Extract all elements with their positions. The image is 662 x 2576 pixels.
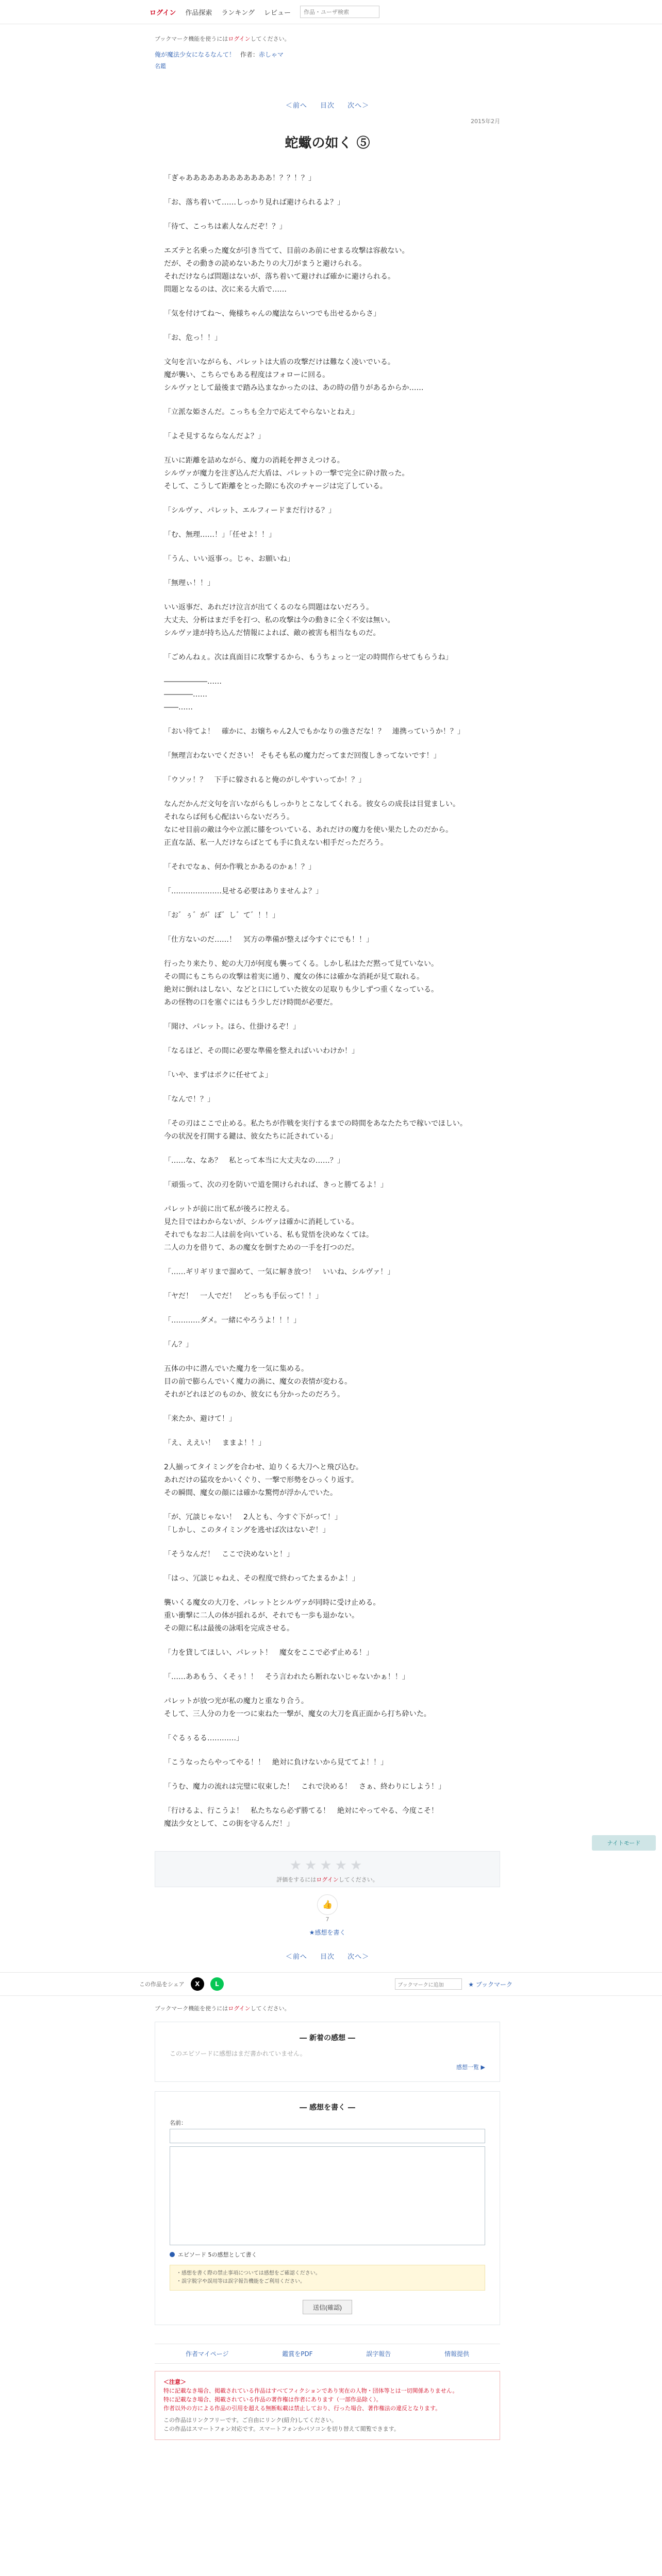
next-link-bottom[interactable]: 次へ＞ — [347, 1953, 370, 1961]
footer-links — [155, 2344, 500, 2364]
radio-icon[interactable] — [170, 2252, 175, 2257]
index-link-bottom[interactable]: 目次 — [320, 1953, 335, 1961]
paragraph: 「無理ぃ！！」 — [164, 579, 214, 587]
paragraph: 五体の中に潜んでいた魔力を一気に集める。 目の前で膨らんでいく魔力の渦に、魔女の表情が変わる。 それがどれほどのものか、彼女にも分かったのだろう。 — [164, 1365, 352, 1399]
episode-title: 蛇蠍の如く ⑤ — [285, 135, 370, 151]
write-impression-title: ― 感想を書く ― — [300, 2104, 355, 2112]
line-share-icon[interactable]: L — [210, 1977, 224, 1991]
paragraph: 「無理言わないでください！ そもそも私の魔力だってまだ回復しきってないです！」 — [164, 752, 441, 760]
paragraph: 「力を貸してほしい、パレット！ 魔女をここで必ず止める！」 — [164, 1649, 373, 1657]
paragraph: 「……ギリギリまで溜めて、一気に解き放つ！ いいね、シルヴァ！」 — [164, 1268, 395, 1276]
paragraph: 「行けるよ、行こうよ！ 私たちなら必ず勝てる！ 絶対にやってやる、今度こそ！ 魔法少女として、この街を守るんだ！」 — [164, 1807, 438, 1828]
bookmark-notice-text: ブックマーク機能を使うには — [155, 2005, 228, 2012]
episode-checkbox[interactable] — [170, 2250, 485, 2259]
episode-checkbox-label: エピソード 5の感想として書く — [178, 2251, 257, 2258]
pdf-link[interactable]: 鑑賞をPDF — [282, 2350, 313, 2358]
paragraph: なんだかんだ文句を言いながらもしっかりとこなしてくれる。彼女らの成長は目覚ましい。 それならば何も心配はいらないだろう。 なにせ目前の敵は今や立派に膝をついている、あれだけの魔力を使い果たしたのだから。 正直な話、私一人だけならばとても手に負えない相手だっただろう。 — [164, 800, 460, 847]
paragraph: 「お゛ぅ゛が゛ぼ゛し゛て゛！！」 — [164, 911, 279, 920]
paragraph: 「そうなんだ！ ここで決めないと！」 — [164, 1550, 294, 1558]
paragraph: ――――――…… ――――…… ――…… — [164, 677, 222, 711]
bottom-content — [155, 2004, 500, 2325]
rating-note-suffix: してください。 — [338, 1876, 378, 1883]
paragraph: 「……な、なあ？ 私とって本当に大丈夫なの……？」 — [164, 1157, 344, 1165]
info-link[interactable]: 情報提供 — [444, 2350, 469, 2358]
latest-impressions — [155, 2022, 500, 2082]
paragraph: 「ん？」 — [164, 1341, 193, 1349]
paragraph: 「いや、まずはボクに任せてよ」 — [164, 1071, 272, 1079]
prev-link-bottom[interactable]: ＜前へ — [285, 1953, 307, 1961]
episode-date: 2015年2月 — [471, 118, 500, 125]
paragraph: 文句を言いながらも、パレットは大盾の攻撃だけは難なく凌いでいる。 魔が襲い、こちらでもある程度はフォローに回る。 シルヴァとして最後まで踏み込まなかったのは、あの時の借りがあるからか…… — [164, 358, 424, 392]
search-input[interactable]: 作品・ユーザ検索 — [300, 6, 379, 18]
bookmark-notice-link[interactable]: ログイン — [228, 2005, 251, 2012]
paragraph: 「こうなったらやってやる！！ 絶対に負けないから見ててよ！！」 — [164, 1758, 388, 1767]
bookmark-login-notice — [155, 2004, 500, 2012]
paragraph: 「シルヴァ、パレット、エルフィードまだ行ける？」 — [164, 506, 336, 515]
story-tags[interactable]: 名鑑 — [155, 63, 166, 70]
paragraph: 行ったり来たり、蛇の大刀が何度も襲ってくる。しかし私はただ黙って見ていない。 その間にもこちらの攻撃は着実に通り、魔女の体には確かな消耗が見て取れる。 絶対に倒れはしない、などと口にしていた彼女の足取りも少しずつ重くなっている。 あの怪物の口を塞ぐにはもう少しだけ時間が必要だ。 — [164, 960, 438, 1007]
login-notice-link[interactable]: ログイン — [228, 36, 251, 42]
paragraph: 「頑張って、次の刃を防いで道を開けられれば、きっと勝てるよ！」 — [164, 1181, 388, 1189]
paragraph: 「聞け、パレット。ほら、仕掛けるぞ！」 — [164, 1023, 301, 1031]
paragraph: エズテと名乗った魔女が引き当てて、目前のあ前にせまる攻撃は容赦ない。 だが、その動きの読めないあたりの大刀がまうと避けられる。 それだけならば問題はないが、落ち着いて避ければ確かに避けられる。 問題となるのは、次に来る大盾で…… — [164, 247, 409, 294]
paragraph: 「なんで！？」 — [164, 1095, 214, 1104]
paragraph: 「お、危っ！！」 — [164, 334, 222, 342]
episode-body — [164, 172, 491, 1831]
paragraph: 「ぐるぅるる…………」 — [164, 1734, 243, 1742]
paragraph: 「お、落ち着いて……しっかり見れば避けられるよ？」 — [164, 198, 344, 207]
night-mode-tab[interactable]: ナイトモード — [592, 1835, 656, 1851]
index-link[interactable]: 目次 — [320, 102, 335, 110]
paragraph: 「来たか、避けて！」 — [164, 1415, 236, 1423]
paragraph: いい返事だ、あれだけ泣言が出てくるのなら問題はないだろう。 大丈夫、分析はまだ手を打つ、私の攻撃は今の動きに全く不安は無い。 シルヴァ達が持ち込んだ情報によれば、敵の被害も相当なものだ。 — [164, 603, 395, 637]
paragraph: 「ウソッ！？ 下手に躱されると俺のがしやすいってか！？」 — [164, 776, 366, 784]
login-notice-suffix: してください。 — [250, 36, 290, 42]
paragraph: 「……ああもう、くそぅ！！ そう言われたら断れないじゃないかぁ！！」 — [164, 1673, 409, 1681]
impression-textarea[interactable] — [170, 2146, 485, 2245]
review-link[interactable]: レビュー — [264, 9, 291, 17]
footer-area — [155, 2344, 500, 2440]
write-impression-form — [155, 2091, 500, 2325]
paragraph: 「はっ、冗談じゃねえ、その程度で終わってたまるかよ！」 — [164, 1574, 359, 1583]
login-notice-text: ブックマーク機能を使うには — [155, 36, 228, 42]
paragraph: パレットが放つ光が私の魔力と重なり合う。 そして、三人分の力を一つに束ねた一撃が、魔女の大刀を真正面から打ち砕いた。 — [164, 1697, 431, 1718]
paragraph: 襲いくる魔女の大刀を、パレットとシルヴァが同時に受け止める。 重い衝撃に二人の体が揺れるが、それでも一歩も退かない。 その隙に私は最後の詠唱を完成させる。 — [164, 1599, 380, 1633]
author-label: 作者： — [240, 51, 259, 58]
latest-impressions-title: ― 新着の感想 ― — [300, 2034, 355, 2042]
paragraph: 「よそ見するならなんだよ？」 — [164, 432, 265, 440]
rating-login-link[interactable]: ログイン — [316, 1876, 339, 1883]
disclaimer-line: 作者以外の方による作品の引用を超える無断転載は禁止しており、行った場合、著作権法の違反となります。 — [163, 2405, 441, 2412]
paragraph: 「気を付けてね～、俺様ちゃんの魔法ならいつでも出せるからさ」 — [164, 310, 380, 318]
top-navigation — [0, 0, 662, 24]
works-search-link[interactable]: 作品探索 — [185, 9, 212, 17]
rating-stars[interactable]: ★★★★★ — [289, 1858, 366, 1873]
rating-note — [155, 1875, 500, 1884]
rating-note-text: 評価をするには — [276, 1876, 317, 1883]
paragraph: パレットが前に出て私が後ろに控える。 見た目ではわからないが、シルヴァは確かに消耗している。 それでもなお二人は前を向いている、私も覚悟を決めなくては。 二人の力を借りて、あの魔女を倒すための一手を打つのだ。 — [164, 1205, 373, 1252]
story-title-link[interactable]: 俺が魔法少女になるなんて！ — [155, 51, 236, 58]
paragraph: 「え、ええい！ ままよ！！」 — [164, 1439, 266, 1447]
bookmark-add-box[interactable]: ブックマークに追加 — [395, 1978, 462, 1990]
ranking-link[interactable]: ランキング — [221, 9, 255, 17]
paragraph: 「待て、こっちは素人なんだぞ！？」 — [164, 223, 287, 231]
write-impression-link[interactable]: ★感想を書く — [309, 1929, 346, 1936]
author-mypage-link[interactable]: 作者マイページ — [186, 2350, 229, 2358]
bookmark-notice-suffix: してください。 — [250, 2005, 290, 2012]
login-link[interactable]: ログイン — [150, 9, 176, 17]
paragraph: 「それでなぁ、何か作戦とかあるのかぁ！？」 — [164, 863, 316, 871]
like-count: 7 — [325, 1916, 329, 1923]
paragraph: 「立派な姫さんだ。こっちも全力で応えてやらないとねえ」 — [164, 408, 359, 416]
paragraph: 「む、無理……！」「任せよ！！」 — [164, 531, 276, 539]
main-content — [155, 35, 500, 1961]
name-input[interactable] — [170, 2129, 485, 2143]
disclaimer-line: 特に記載なき場合、掲載されている作品の著作権は作者にあります（一部作品除く）。 — [163, 2396, 382, 2403]
paragraph: 「が、冗談じゃない！ 2人とも、今すぐ下がって！」 「しかし、このタイミングを逃せば次はないぞ！」 — [164, 1513, 342, 1534]
paragraph: 「おい待てよ！ 確かに、お嬢ちゃん2人でもかなりの強さだな！？ 連携っていうか！？」 — [164, 727, 465, 736]
share-bar — [0, 1972, 662, 1996]
disclaimer-head: ＜注意＞ — [163, 2379, 186, 2385]
x-share-icon[interactable]: X — [191, 1977, 204, 1991]
like-button[interactable]: 👍 — [317, 1894, 338, 1915]
paragraph: 「…………………見せる必要はありませんよ？」 — [164, 887, 323, 895]
paragraph: 2人揃ってタイミングを合わせ、迫りくる大刀へと飛び込む。 あれだけの猛攻をかいくぐり、一撃で形勢をひっくり返す。 その瞬間、魔女の顔には確かな驚愕が浮かんでいた。 — [164, 1463, 363, 1497]
paragraph: 「うむ、魔力の流れは完璧に収束した！ これで決める！ さぁ、終わりにしよう！」 — [164, 1783, 445, 1791]
latest-impressions-empty: このエピソードに感想はまだ書かれていません。 — [170, 2050, 306, 2057]
typo-report-link[interactable]: 誤字報告 — [366, 2350, 391, 2358]
prev-link[interactable]: ＜前へ — [285, 102, 307, 110]
paragraph: 「仕方ないのだ……！ 冥方の準備が整えば今すぐにでも！！」 — [164, 936, 373, 944]
paragraph: 「うん、いい返事っ。じゃ、お願いね」 — [164, 555, 294, 563]
next-link[interactable]: 次へ＞ — [347, 102, 370, 110]
impressions-list-link[interactable]: 感想一覧 ▶ — [456, 2064, 485, 2071]
paragraph: 「ヤだ！ 一人でだ！ どっちも手伝って！！」 — [164, 1292, 323, 1300]
episode-pager-top — [155, 100, 500, 110]
paragraph: 「ごめんねぇ。次は真面目に攻撃するから、もうちょっと一定の時間作らせてもらうね」 — [164, 653, 453, 662]
paragraph: 「その刃はここで止める。私たちが作戦を実行するまでの時間をあなたたちで稼いでほしい。 今の状況を打開する鍵は、彼女たちに託されている」 — [164, 1120, 467, 1141]
login-notice — [155, 35, 500, 43]
author-link[interactable]: 赤しゃマ — [258, 51, 284, 58]
paragraph: 互いに距離を詰めながら、魔力の消耗を押さえつける。 シルヴァが魔力を注ぎ込んだ大盾は、パレットの一撃で完全に砕け散った。 そして、こうして距離をとった隙にも次のチャージは完了している。 — [164, 456, 409, 490]
impression-notice: ・感想を書く際の禁止事項については感想をご確認ください。 ・誤字脱字や誤用等は誤字報告機能をご利用ください。 — [170, 2265, 485, 2291]
submit-button[interactable]: 送信(確認) — [303, 2300, 352, 2314]
like-area — [155, 1894, 500, 1923]
paragraph: 「…………ダメ。一緒にやろうよ！！！」 — [164, 1316, 301, 1325]
bookmark-link[interactable]: ★ ブックマーク — [468, 1980, 512, 1988]
share-label: この作品をシェア — [139, 1981, 185, 1988]
paragraph: 「ぎゃああああああああああああ！？？！？」 — [164, 174, 316, 182]
disclaimer-grey-line: この作品はスマートフォン対応です。スマートフォンかパソコンを切り替えて閲覧できます。 — [163, 2426, 400, 2432]
disclaimer-grey-line: この作品はリンクフリーです。ご自由にリンク(紹介)してください。 — [163, 2417, 337, 2424]
paragraph: 「なるほど、その間に必要な準備を整えればいいわけか！」 — [164, 1047, 359, 1055]
disclaimer — [155, 2371, 500, 2440]
rating-box — [155, 1851, 500, 1887]
episode-pager-bottom — [155, 1951, 500, 1961]
name-label: 名前： — [170, 2120, 187, 2126]
disclaimer-line: 特に記載なき場合、掲載されている作品はすべてフィクションであり実在の人物・団体等とは一切関係ありません。 — [163, 2387, 458, 2394]
story-info — [155, 50, 500, 59]
